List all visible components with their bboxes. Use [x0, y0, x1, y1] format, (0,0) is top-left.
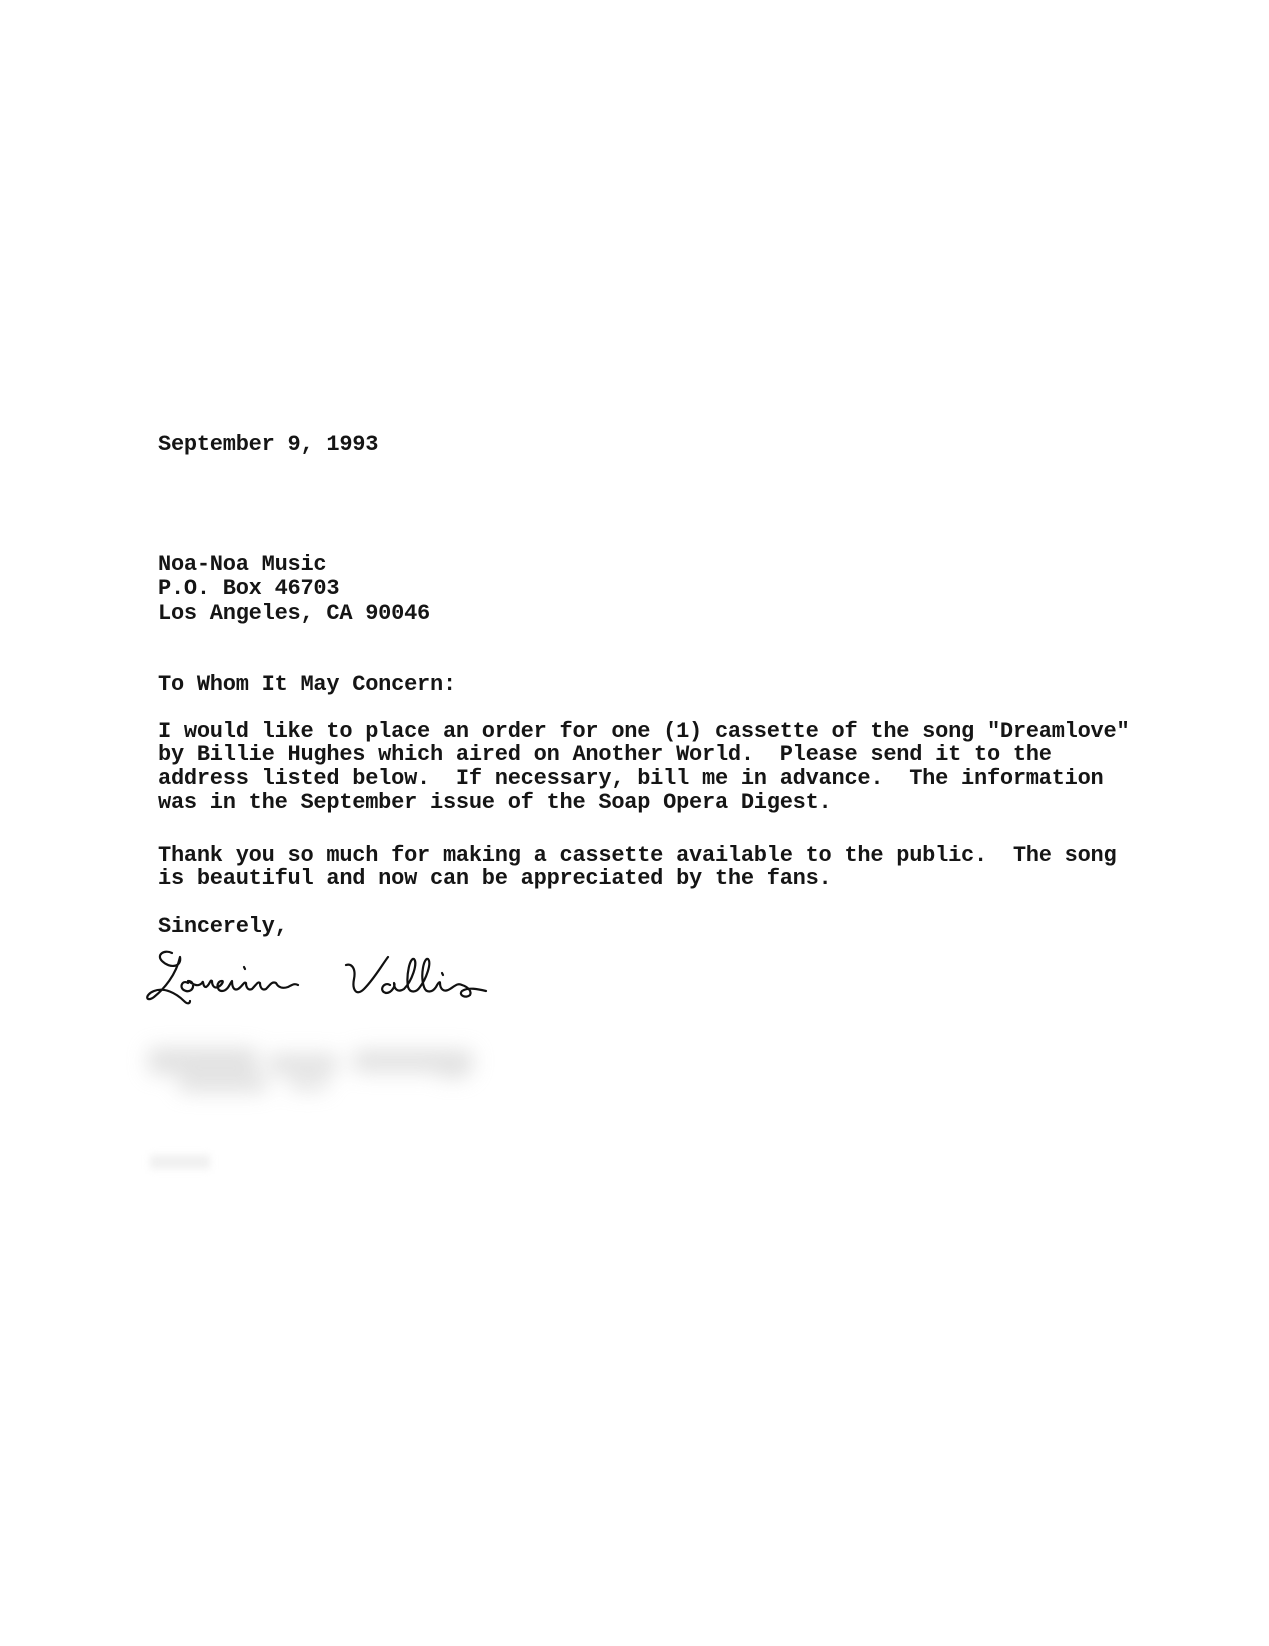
closing: Sincerely,	[158, 914, 288, 939]
body-paragraph-1-line: was in the September issue of the Soap Opera Digest.	[158, 790, 832, 815]
body-paragraph-2-line: is beautiful and now can be appreciated by the fans.	[158, 866, 832, 891]
recipient-street: P.O. Box 46703	[158, 576, 340, 601]
body-paragraph-2-line: Thank you so much for making a cassette available to the public. The song	[158, 843, 1117, 868]
body-paragraph-1-line: by Billie Hughes which aired on Another World. Please send it to the	[158, 742, 1052, 767]
redacted-address-block	[138, 1028, 558, 1098]
recipient-name: Noa-Noa Music	[158, 552, 327, 577]
handwritten-signature	[142, 945, 522, 1015]
body-paragraph-1-line: address listed below. If necessary, bill me in advance. The information	[158, 766, 1104, 791]
redacted-mark	[150, 1155, 210, 1169]
salutation: To Whom It May Concern:	[158, 672, 456, 697]
recipient-city: Los Angeles, CA 90046	[158, 601, 430, 626]
body-paragraph-1-line: I would like to place an order for one (1) cassette of the song "Dreamlove"	[158, 719, 1130, 744]
letter-date: September 9, 1993	[158, 432, 379, 457]
